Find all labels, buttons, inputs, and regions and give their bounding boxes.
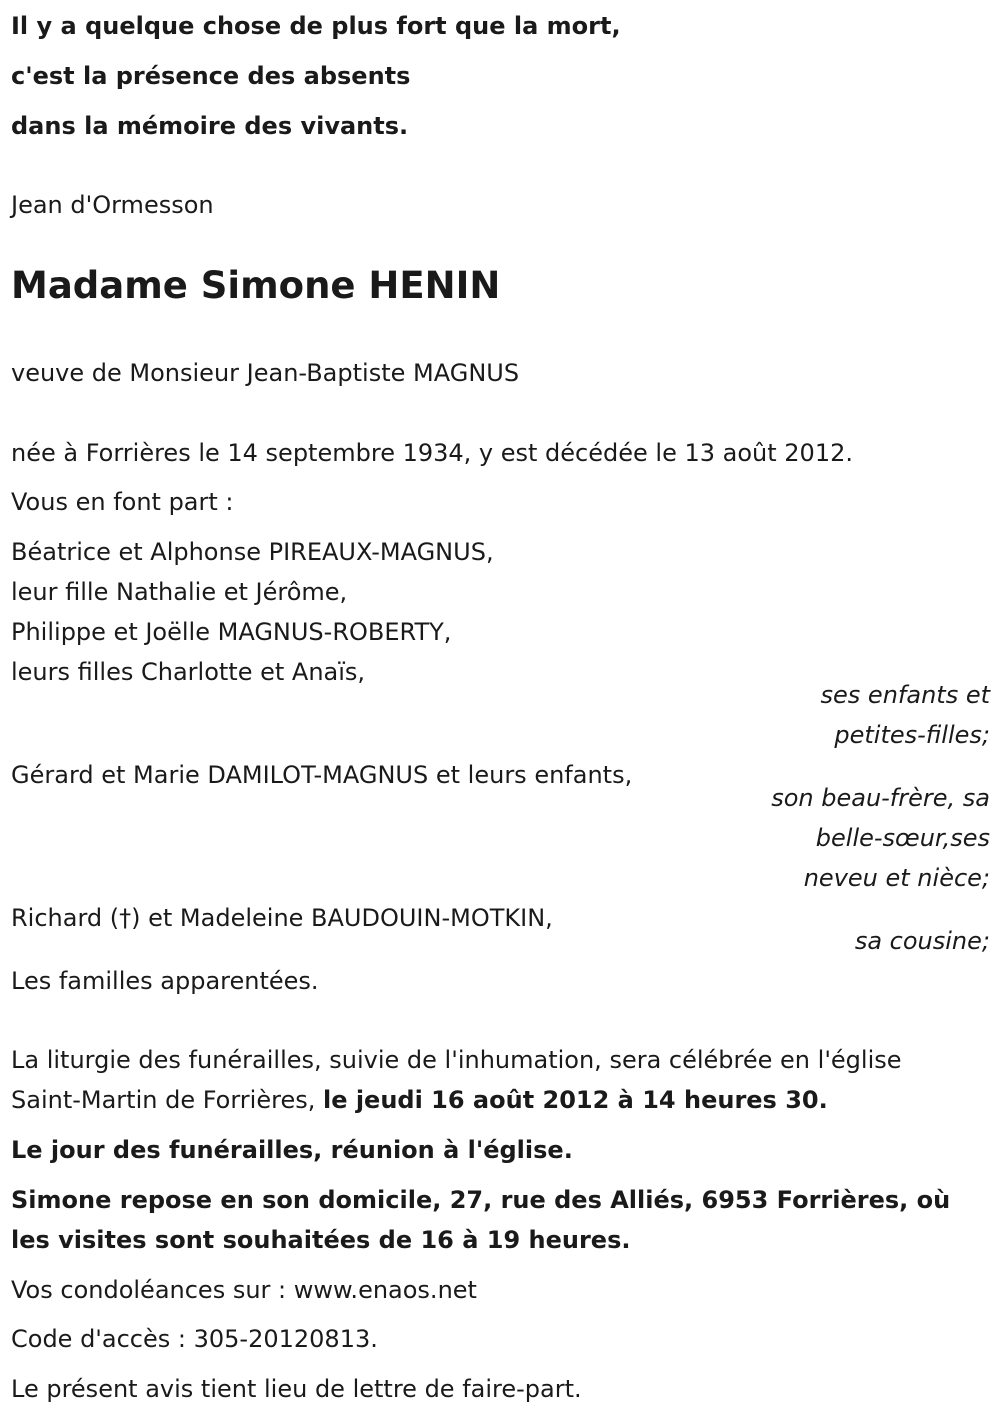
family-line-2: leur fille Nathalie et Jérôme, [11,578,348,606]
birth-death: née à Forrières le 14 septembre 1934, y est décédée le 13 août 2012. [11,439,853,467]
relation-children-2: petites-filles; [834,721,990,749]
family-line-1: Béatrice et Alphonse PIREAUX-MAGNUS, [11,538,494,566]
ceremony-date-time: le jeudi 16 août 2012 à 14 heures 30. [322,1086,828,1114]
relation-2-line-3: neveu et nièce; [803,864,990,892]
families-related: Les familles apparentées. [11,967,319,995]
relation-children-1: ses enfants et [820,681,990,709]
notice-line: Le présent avis tient lieu de lettre de faire-part. [11,1375,582,1403]
ceremony-line-1: La liturgie des funérailles, suivie de l'inhumation, sera célébrée en l'église [11,1046,902,1074]
quote-line-2: c'est la présence des absents [11,62,411,90]
family-line-6: Richard (†) et Madeleine BAUDOUIN-MOTKIN, [11,904,553,932]
ceremony-place: Saint-Martin de Forrières, [11,1086,323,1114]
announcement-intro: Vous en font part : [11,488,234,516]
widow-of: veuve de Monsieur Jean-Baptiste MAGNUS [11,359,520,387]
condolences-line: Vos condoléances sur : www.enaos.net [11,1276,477,1304]
family-line-3: Philippe et Joëlle MAGNUS-ROBERTY, [11,618,452,646]
relation-2-line-1: son beau-frère, sa [771,784,990,812]
ceremony-line-2 [11,1085,828,1115]
family-line-5: Gérard et Marie DAMILOT-MAGNUS et leurs enfants, [11,761,633,789]
rest-line-2: les visites sont souhaitées de 16 à 19 heures. [11,1226,631,1254]
deceased-name: Madame Simone HENIN [11,264,501,307]
quote-line-1: Il y a quelque chose de plus fort que la mort, [11,12,621,40]
relation-3: sa cousine; [854,927,990,955]
family-line-4: leurs filles Charlotte et Anaïs, [11,658,366,686]
rest-line-1: Simone repose en son domicile, 27, rue des Alliés, 6953 Forrières, où [11,1186,951,1214]
relation-2-line-2: belle-sœur,ses [815,824,990,852]
quote-line-3: dans la mémoire des vivants. [11,112,409,140]
ceremony-meeting: Le jour des funérailles, réunion à l'église. [11,1136,573,1164]
quote-author: Jean d'Ormesson [11,191,214,219]
access-code: Code d'accès : 305-20120813. [11,1325,378,1353]
